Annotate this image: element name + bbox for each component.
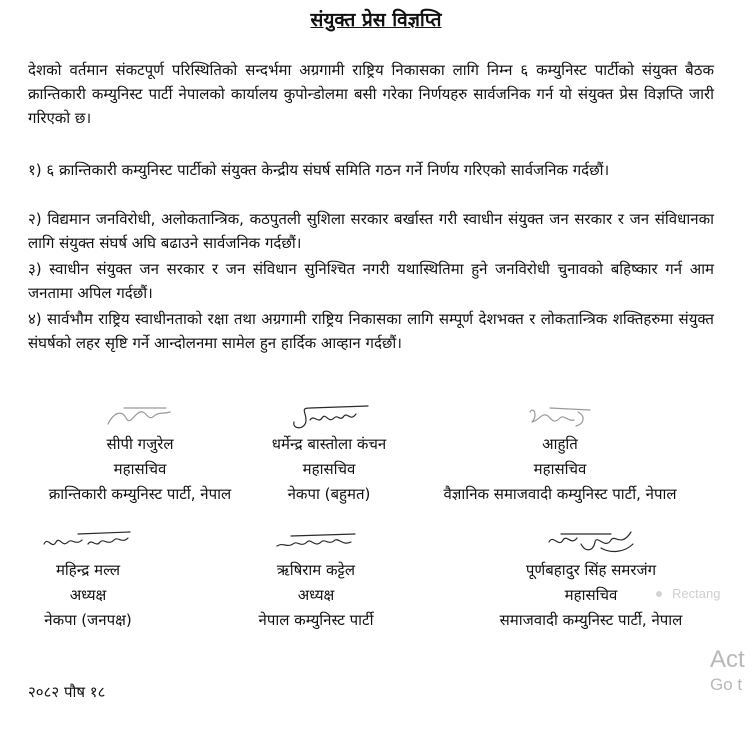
- ghost-dot-icon: [656, 591, 662, 597]
- signatory-title: अध्यक्ष: [297, 586, 335, 604]
- signatory-name: पूर्णबहादुर सिंह समरजंग: [525, 561, 657, 579]
- signatory-party: क्रान्तिकारी कम्युनिस्ट पार्टी, नेपाल: [48, 485, 232, 503]
- intro-paragraph: देशको वर्तमान संकटपूर्ण परिस्थितिको सन्दर्भमा अग्रगामी राष्ट्रिय निकासका लागि निम्न ६ कम्युनिस्ट पार्टीको संयुक्त बैठक क्रान्तिकारी कम्युनिस्ट पार्टी नेपालको कार्यालय कुपोन्डोलमा बसी गरेका निर्णयहरु सार्वजनिक गर्न यो संयुक्त प्रेस विज्ञप्ति जारी गरिएको छ।: [28, 61, 714, 127]
- watermark-line-2: Go t: [710, 675, 743, 694]
- signatory-party: नेकपा (बहुमत): [287, 485, 371, 503]
- signatory-party: वैज्ञानिक समाजवादी कम्युनिस्ट पार्टी, नेपाल: [443, 485, 677, 503]
- signatory-kattel: [236, 528, 396, 633]
- signatory-name: महिन्द्र मल्ल: [55, 561, 121, 579]
- signature-kattel: [271, 528, 361, 558]
- signatory-title: महासचिव: [302, 460, 356, 478]
- signatory-gajurel: [28, 402, 252, 507]
- signature-ahuti: [520, 402, 600, 432]
- signatory-ahuti: [406, 402, 714, 507]
- signatory-party: समाजवादी कम्युनिस्ट पार्टी, नेपाल: [499, 611, 683, 629]
- ghost-rectangle-label: Rectang: [672, 586, 721, 601]
- signatory-kanchan: [248, 402, 410, 507]
- signatory-name: धर्मेन्द्र बास्तोला कंचन: [271, 435, 387, 453]
- signature-gajurel: [100, 402, 180, 432]
- signatory-name: आहुति: [542, 435, 578, 453]
- signature-samarjung: [541, 528, 641, 558]
- signatory-name: सीपी गजुरेल: [106, 435, 174, 453]
- issue-date: २०८२ पौष १८: [28, 683, 106, 701]
- point-4: ४) सार्वभौम राष्ट्रिय स्वाधीनताको रक्षा तथा अग्रगामी राष्ट्रिय निकासका लागि सम्पूर्ण देशभक्त र लोकतान्त्रिक शक्तिहरुमा संयुक्त संघर्षको लहर सृष्टि गर्ने आन्दोलनमा सामेल हुन हार्दिक आव्हान गर्दछौं।: [28, 310, 714, 352]
- signatory-malla: [28, 528, 148, 633]
- signatory-party: नेकपा (जनपक्ष): [44, 611, 132, 629]
- point-1: १) ६ क्रान्तिकारी कम्युनिस्ट पार्टीको संयुक्त केन्द्रीय संघर्ष समिति गठन गर्ने निर्णय गरिएको सार्वजनिक गर्दछौं।: [28, 161, 610, 179]
- point-3: ३) स्वाधीन संयुक्त जन सरकार र जन संविधान सुनिश्चित नगरी यथास्थितिमा हुने जनविरोधी चुनावको बहिष्कार गर्न आम जनतामा अपिल गर्दछौं।: [28, 260, 714, 302]
- point-2: २) विद्यमान जनविरोधी, अलोकतान्त्रिक, कठपुतली सुशिला सरकार बर्खास्त गरी स्वाधीन संयुक्त जन सरकार र जन संविधानका लागि संयुक्त संघर्ष अघि बढाउने सार्वजनिक गर्दछौं।: [28, 210, 714, 252]
- signatory-samarjung: [466, 528, 716, 633]
- activation-watermark: [710, 646, 745, 696]
- document-title: संयुक्त प्रेस विज्ञप्ति: [310, 9, 442, 31]
- signature-malla: [38, 528, 138, 558]
- signatory-title: महासचिव: [533, 460, 587, 478]
- signatory-title: अध्यक्ष: [69, 586, 107, 604]
- signatory-title: महासचिव: [564, 586, 618, 604]
- signature-kanchan: [284, 402, 374, 432]
- signatory-name: ऋषिराम कट्टेल: [276, 561, 356, 579]
- watermark-line-1: Act: [710, 646, 745, 673]
- signatory-title: महासचिव: [113, 460, 167, 478]
- signatory-party: नेपाल कम्युनिस्ट पार्टी: [258, 611, 374, 629]
